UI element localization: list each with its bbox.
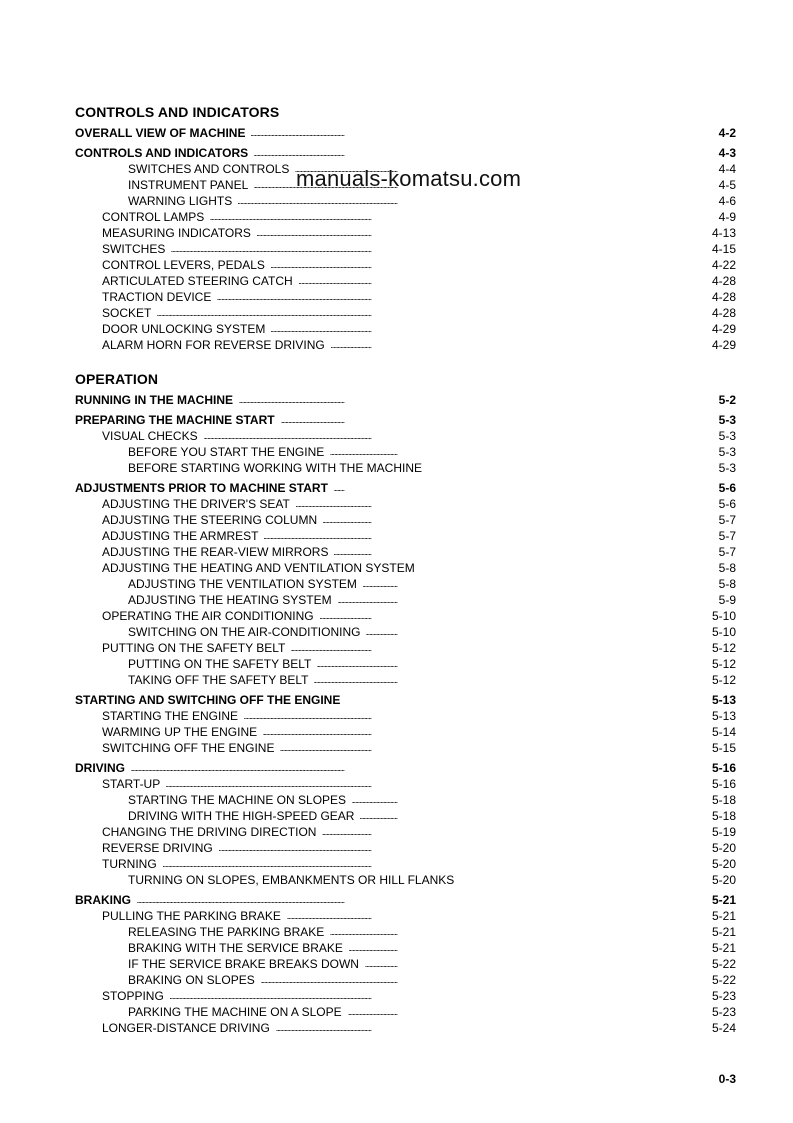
toc-entry-label: OPERATING THE AIR CONDITIONING [102, 609, 320, 623]
toc-entry-page: 4-9 [696, 210, 736, 224]
toc-entry-label: START-UP [102, 777, 166, 791]
toc-entry[interactable] [102, 561, 736, 575]
toc-entry-page: 5-23 [696, 1005, 736, 1019]
toc-entry-label: BRAKING [75, 893, 137, 907]
toc-entry-page: 4-29 [696, 338, 736, 352]
toc-entry-label: ADJUSTING THE REAR-VIEW MIRRORS [102, 545, 334, 559]
toc-entry-label: SWITCHING ON THE AIR-CONDITIONING [128, 625, 366, 639]
toc-entry-page: 5-22 [696, 973, 736, 987]
toc-entry-label: SWITCHES [102, 242, 171, 256]
toc-entry[interactable] [75, 413, 736, 427]
toc-entry[interactable] [128, 577, 736, 591]
toc-entry-label: WARMING UP THE ENGINE [102, 725, 263, 739]
toc-entry-page: 5-10 [696, 625, 736, 639]
toc-entry-page: 5-20 [696, 857, 736, 871]
toc-entry-page: 5-3 [696, 429, 736, 443]
toc-entry[interactable] [102, 841, 736, 855]
toc-entry-page: 5-14 [696, 725, 736, 739]
toc-entry-page: 5-12 [696, 673, 736, 687]
toc-entry-label: REVERSE DRIVING [102, 841, 219, 855]
toc-entry-label: STARTING THE ENGINE [102, 709, 244, 723]
toc-entry-page: 5-6 [696, 481, 736, 495]
toc-entry[interactable] [102, 242, 736, 256]
toc-entry[interactable] [102, 777, 736, 791]
toc-entry[interactable] [102, 545, 736, 559]
toc-entry-label: DRIVING WITH THE HIGH-SPEED GEAR [128, 809, 360, 823]
toc-entry[interactable] [102, 529, 736, 543]
toc-entry-page: 5-20 [696, 873, 736, 887]
toc-entry-label: BRAKING WITH THE SERVICE BRAKE [128, 941, 349, 955]
toc-entry-label: PUTTING ON THE SAFETY BELT [128, 657, 317, 671]
toc-entry-page: 4-6 [696, 194, 736, 208]
toc-entry[interactable] [128, 809, 736, 823]
toc-entry[interactable] [128, 941, 736, 955]
toc-entry-label: SWITCHING OFF THE ENGINE [102, 741, 280, 755]
toc-entry[interactable] [128, 593, 736, 607]
toc-entry-label: INSTRUMENT PANEL [128, 178, 254, 192]
toc-entry[interactable] [102, 338, 736, 352]
toc-entry-page: 4-29 [696, 322, 736, 336]
toc-entry[interactable] [102, 258, 736, 272]
toc-entry-page: 4-28 [696, 274, 736, 288]
toc-entry[interactable] [102, 513, 736, 527]
toc-entry-page: 5-2 [696, 393, 736, 407]
toc-entry[interactable] [102, 497, 736, 511]
toc-entry[interactable] [75, 481, 736, 495]
toc-entry-label: RELEASING THE PARKING BRAKE [128, 925, 330, 939]
dot-leader [102, 989, 694, 1003]
toc-entry[interactable] [102, 709, 736, 723]
toc-entry-label: ALARM HORN FOR REVERSE DRIVING [102, 338, 331, 352]
toc-entry[interactable] [102, 825, 736, 839]
toc-entry[interactable] [128, 957, 736, 971]
toc-entry-label: ADJUSTMENTS PRIOR TO MACHINE START [75, 481, 334, 495]
toc-entry[interactable] [102, 322, 736, 336]
toc-entry-page: 4-22 [696, 258, 736, 272]
toc-entry-page: 5-13 [696, 693, 736, 707]
toc-entry-page: 5-23 [696, 989, 736, 1003]
toc-entry[interactable] [128, 673, 736, 687]
toc-entry[interactable] [128, 925, 736, 939]
toc-entry[interactable] [128, 973, 736, 987]
toc-entry-label: RUNNING IN THE MACHINE [75, 393, 239, 407]
toc-entry[interactable] [102, 306, 736, 320]
toc-entry-page: 5-21 [696, 909, 736, 923]
toc-entry-page: 5-12 [696, 657, 736, 671]
toc-entry-page: 5-22 [696, 957, 736, 971]
toc-entry[interactable] [102, 725, 736, 739]
toc-entry-page: 4-28 [696, 306, 736, 320]
toc-entry-page: 5-21 [696, 893, 736, 907]
toc-entry-page: 5-21 [696, 925, 736, 939]
toc-entry[interactable] [128, 873, 736, 887]
toc-entry-label: TAKING OFF THE SAFETY BELT [128, 673, 314, 687]
toc-entry-page: 5-12 [696, 641, 736, 655]
toc-entry-page: 5-6 [696, 497, 736, 511]
toc-entry-label: OVERALL VIEW OF MACHINE [75, 126, 251, 140]
toc-entry[interactable] [128, 657, 736, 671]
toc-entry[interactable] [128, 793, 736, 807]
toc-entry-label: ADJUSTING THE DRIVER'S SEAT [102, 497, 296, 511]
toc-entry-label: DOOR UNLOCKING SYSTEM [102, 322, 271, 336]
toc-entry-label: PULLING THE PARKING BRAKE [102, 909, 287, 923]
toc-entry[interactable] [75, 393, 736, 407]
toc-entry-page: 5-8 [696, 561, 736, 575]
toc-entry-label: ADJUSTING THE HEATING AND VENTILATION SYSTEM [102, 561, 421, 575]
dot-leader [102, 242, 694, 256]
toc-entry-label: CONTROL LAMPS [102, 210, 210, 224]
toc-entry-label: SWITCHES AND CONTROLS [128, 162, 295, 176]
toc-entry[interactable] [102, 909, 736, 923]
toc-entry[interactable] [128, 461, 736, 475]
toc-entry-label: PREPARING THE MACHINE START [75, 413, 281, 427]
toc-entry-page: 5-16 [696, 761, 736, 775]
toc-entry[interactable] [102, 429, 736, 443]
toc-entry-page: 4-13 [696, 226, 736, 240]
toc-entry[interactable] [102, 857, 736, 871]
toc-entry-page: 5-20 [696, 841, 736, 855]
toc-entry-page: 5-16 [696, 777, 736, 791]
toc-entry-label: BEFORE STARTING WORKING WITH THE MACHINE [128, 461, 428, 475]
toc-entry-label: DRIVING [75, 761, 131, 775]
toc-entry-page: 5-21 [696, 941, 736, 955]
toc-entry-label: ADJUSTING THE VENTILATION SYSTEM [128, 577, 363, 591]
toc-entry-label: SOCKET [102, 306, 157, 320]
watermark-text: manuals-komatsu.com [296, 166, 522, 191]
toc-entry[interactable] [102, 1021, 736, 1035]
toc-entry-page: 5-10 [696, 609, 736, 623]
toc-entry-label: CONTROLS AND INDICATORS [75, 146, 254, 160]
toc-entry-label: TRACTION DEVICE [102, 290, 217, 304]
toc-entry-page: 4-2 [696, 126, 736, 140]
toc-entry[interactable] [128, 445, 736, 459]
toc-entry-page: 5-15 [696, 741, 736, 755]
toc-entry-page: 5-18 [696, 793, 736, 807]
toc-entry-page: 5-7 [696, 529, 736, 543]
toc-entry[interactable] [128, 625, 736, 639]
toc-entry-page: 5-13 [696, 709, 736, 723]
toc-entry-label: IF THE SERVICE BRAKE BREAKS DOWN [128, 957, 365, 971]
toc-entry-label: WARNING LIGHTS [128, 194, 238, 208]
toc-entry[interactable] [128, 1005, 736, 1019]
toc-entry-label: BEFORE YOU START THE ENGINE [128, 445, 330, 459]
toc-entry-label: ARTICULATED STEERING CATCH [102, 274, 299, 288]
toc-entry-label: MEASURING INDICATORS [102, 226, 257, 240]
toc-entry-page: 5-7 [696, 513, 736, 527]
toc-entry-label: ADJUSTING THE STEERING COLUMN [102, 513, 323, 527]
toc-entry-page: 5-19 [696, 825, 736, 839]
toc-entry-page: 4-28 [696, 290, 736, 304]
toc-entry-label: BRAKING ON SLOPES [128, 973, 261, 987]
toc-entry[interactable] [75, 761, 736, 775]
toc-entry-label: ADJUSTING THE ARMREST [102, 529, 264, 543]
toc-entry[interactable] [102, 741, 736, 755]
toc-entry-label: STARTING AND SWITCHING OFF THE ENGINE [75, 693, 346, 707]
toc-entry-label: PARKING THE MACHINE ON A SLOPE [128, 1005, 348, 1019]
toc-entry-label: STARTING THE MACHINE ON SLOPES [128, 793, 352, 807]
toc-entry[interactable] [102, 641, 736, 655]
toc-entry-label: TURNING ON SLOPES, EMBANKMENTS OR HILL FLANKS [128, 873, 460, 887]
dot-leader [75, 761, 694, 775]
page-number-footer: 0-3 [718, 1072, 736, 1086]
toc-entry[interactable] [102, 609, 736, 623]
dot-leader [102, 777, 694, 791]
dot-leader [102, 306, 694, 320]
toc-entry-page: 5-24 [696, 1021, 736, 1035]
toc-entry-label: CHANGING THE DRIVING DIRECTION [102, 825, 322, 839]
toc-entry[interactable] [102, 226, 736, 240]
toc-entry-page: 5-3 [696, 445, 736, 459]
toc-entry[interactable] [102, 274, 736, 288]
toc-entry-page: 5-9 [696, 593, 736, 607]
dot-leader [75, 893, 694, 907]
toc-entry[interactable] [75, 893, 736, 907]
section-title: CONTROLS AND INDICATORS [75, 104, 280, 120]
toc-entry-label: STOPPING [102, 989, 170, 1003]
toc-entry-label: LONGER-DISTANCE DRIVING [102, 1021, 276, 1035]
toc-entry[interactable] [102, 989, 736, 1003]
toc-entry-label: VISUAL CHECKS [102, 429, 204, 443]
toc-entry[interactable] [102, 210, 736, 224]
toc-entry-page: 4-5 [696, 178, 736, 192]
toc-entry-label: PUTTING ON THE SAFETY BELT [102, 641, 291, 655]
toc-entry-page: 5-8 [696, 577, 736, 591]
toc-entry-page: 4-15 [696, 242, 736, 256]
toc-entry[interactable] [128, 194, 736, 208]
toc-entry-page: 5-7 [696, 545, 736, 559]
toc-entry-label: TURNING [102, 857, 163, 871]
toc-entry-page: 5-18 [696, 809, 736, 823]
toc-entry-label: CONTROL LEVERS, PEDALS [102, 258, 271, 272]
toc-entry[interactable] [102, 290, 736, 304]
toc-entry-page: 4-4 [696, 162, 736, 176]
toc-entry-page: 5-3 [696, 413, 736, 427]
toc-entry[interactable] [75, 126, 736, 140]
toc-entry-page: 5-3 [696, 461, 736, 475]
toc-entry-page: 4-3 [696, 146, 736, 160]
toc-entry[interactable] [75, 693, 736, 707]
toc-entry[interactable] [75, 146, 736, 160]
section-title: OPERATION [75, 371, 159, 387]
dot-leader [102, 857, 694, 871]
toc-entry-label: ADJUSTING THE HEATING SYSTEM [128, 593, 338, 607]
